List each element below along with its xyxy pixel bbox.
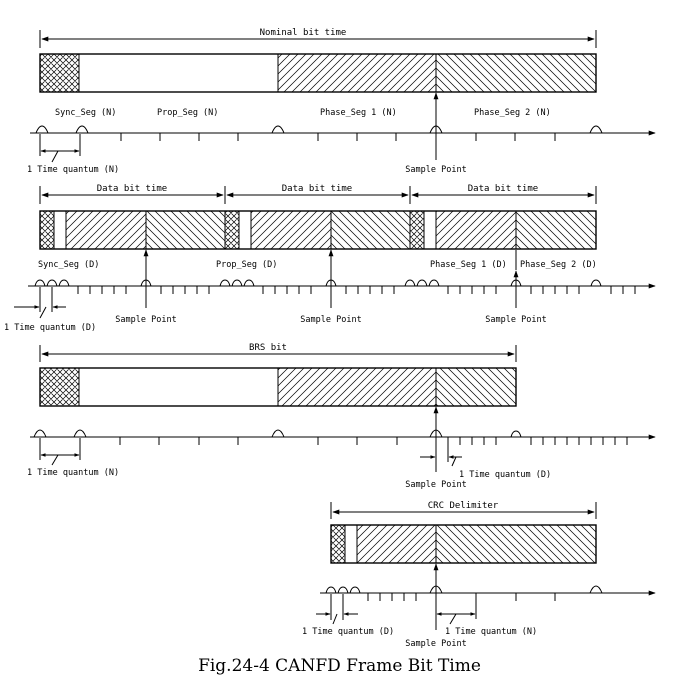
crc-sample-label: Sample Point — [405, 639, 467, 649]
panel-brs — [27, 343, 655, 490]
data-bit1-sync-seg — [40, 211, 54, 249]
data-bit3-sync-seg — [410, 211, 424, 249]
data-quantum-label: 1 Time quantum (D) — [4, 323, 97, 333]
data-phase-seg1-label: Phase_Seg 1 (D) — [430, 260, 507, 270]
figure-caption: Fig.24-4 CANFD Frame Bit Time — [198, 656, 481, 676]
nominal-span-label: Nominal bit time — [259, 28, 347, 38]
data-bit3-phase-seg2 — [516, 211, 596, 249]
crc-quantum-d-leader — [333, 614, 337, 624]
data-quantum-leader — [40, 307, 46, 318]
nominal-phase-seg1 — [278, 54, 436, 92]
panel-data — [4, 184, 655, 333]
brs-quantum-d-label: 1 Time quantum (D) — [459, 470, 552, 480]
data-sync-seg-label: Sync_Seg (D) — [38, 260, 100, 270]
brs-phase-seg2 — [436, 368, 516, 406]
data-sample-label-2: Sample Point — [300, 315, 362, 325]
brs-prop-seg — [79, 368, 278, 406]
data-phase-seg2-label: Phase_Seg 2 (D) — [520, 260, 597, 270]
data-bit3-prop-seg — [424, 211, 436, 249]
data-ticks — [35, 280, 635, 294]
data-span-label-3: Data bit time — [467, 184, 539, 194]
nominal-prop-seg-label: Prop_Seg (N) — [157, 108, 219, 118]
panel-nominal — [27, 28, 655, 175]
nominal-phase-seg1-label: Phase_Seg 1 (N) — [320, 108, 397, 118]
crc-prop-seg — [345, 525, 357, 563]
nominal-prop-seg — [79, 54, 278, 92]
data-bit1-phase-seg2 — [146, 211, 225, 249]
data-span-label-2: Data bit time — [281, 184, 353, 194]
panel-crc — [302, 501, 655, 649]
data-sample-label-3: Sample Point — [485, 315, 547, 325]
data-bit1-prop-seg — [54, 211, 66, 249]
nominal-quantum-label: 1 Time quantum (N) — [27, 165, 120, 175]
brs-sync-seg — [40, 368, 79, 406]
nominal-phase-seg2-label: Phase_Seg 2 (N) — [474, 108, 551, 118]
data-sample-label-1: Sample Point — [115, 315, 177, 325]
crc-sync-seg — [331, 525, 345, 563]
data-prop-seg-label: Prop_Seg (D) — [216, 260, 278, 270]
crc-quantum-n-leader — [450, 614, 456, 624]
crc-quantum-d-label: 1 Time quantum (D) — [302, 627, 395, 637]
data-bit1-phase-seg1 — [66, 211, 146, 249]
nominal-sample-label: Sample Point — [405, 165, 467, 175]
crc-quantum-n-label: 1 Time quantum (N) — [445, 627, 538, 637]
data-bit3-phase-seg1 — [436, 211, 516, 249]
brs-sample-label: Sample Point — [405, 480, 467, 490]
nominal-quantum-leader — [52, 151, 58, 162]
brs-quantum-n-label: 1 Time quantum (N) — [27, 468, 120, 478]
nominal-phase-seg2 — [436, 54, 596, 92]
data-bit2-sync-seg — [225, 211, 239, 249]
crc-span-label: CRC Delimiter — [427, 501, 499, 511]
brs-phase-seg1 — [278, 368, 436, 406]
brs-quantum-n-leader — [52, 455, 58, 465]
data-bit2-phase-seg1 — [251, 211, 331, 249]
nominal-sync-seg — [40, 54, 79, 92]
data-span-label-1: Data bit time — [96, 184, 168, 194]
crc-phase-seg2 — [436, 525, 596, 563]
crc-phase-seg1 — [357, 525, 436, 563]
brs-quantum-d-leader — [452, 457, 456, 466]
brs-span-label: BRS bit — [249, 343, 287, 353]
nominal-sync-seg-label: Sync_Seg (N) — [55, 108, 117, 118]
data-bit2-phase-seg2 — [331, 211, 410, 249]
data-bit2-prop-seg — [239, 211, 251, 249]
